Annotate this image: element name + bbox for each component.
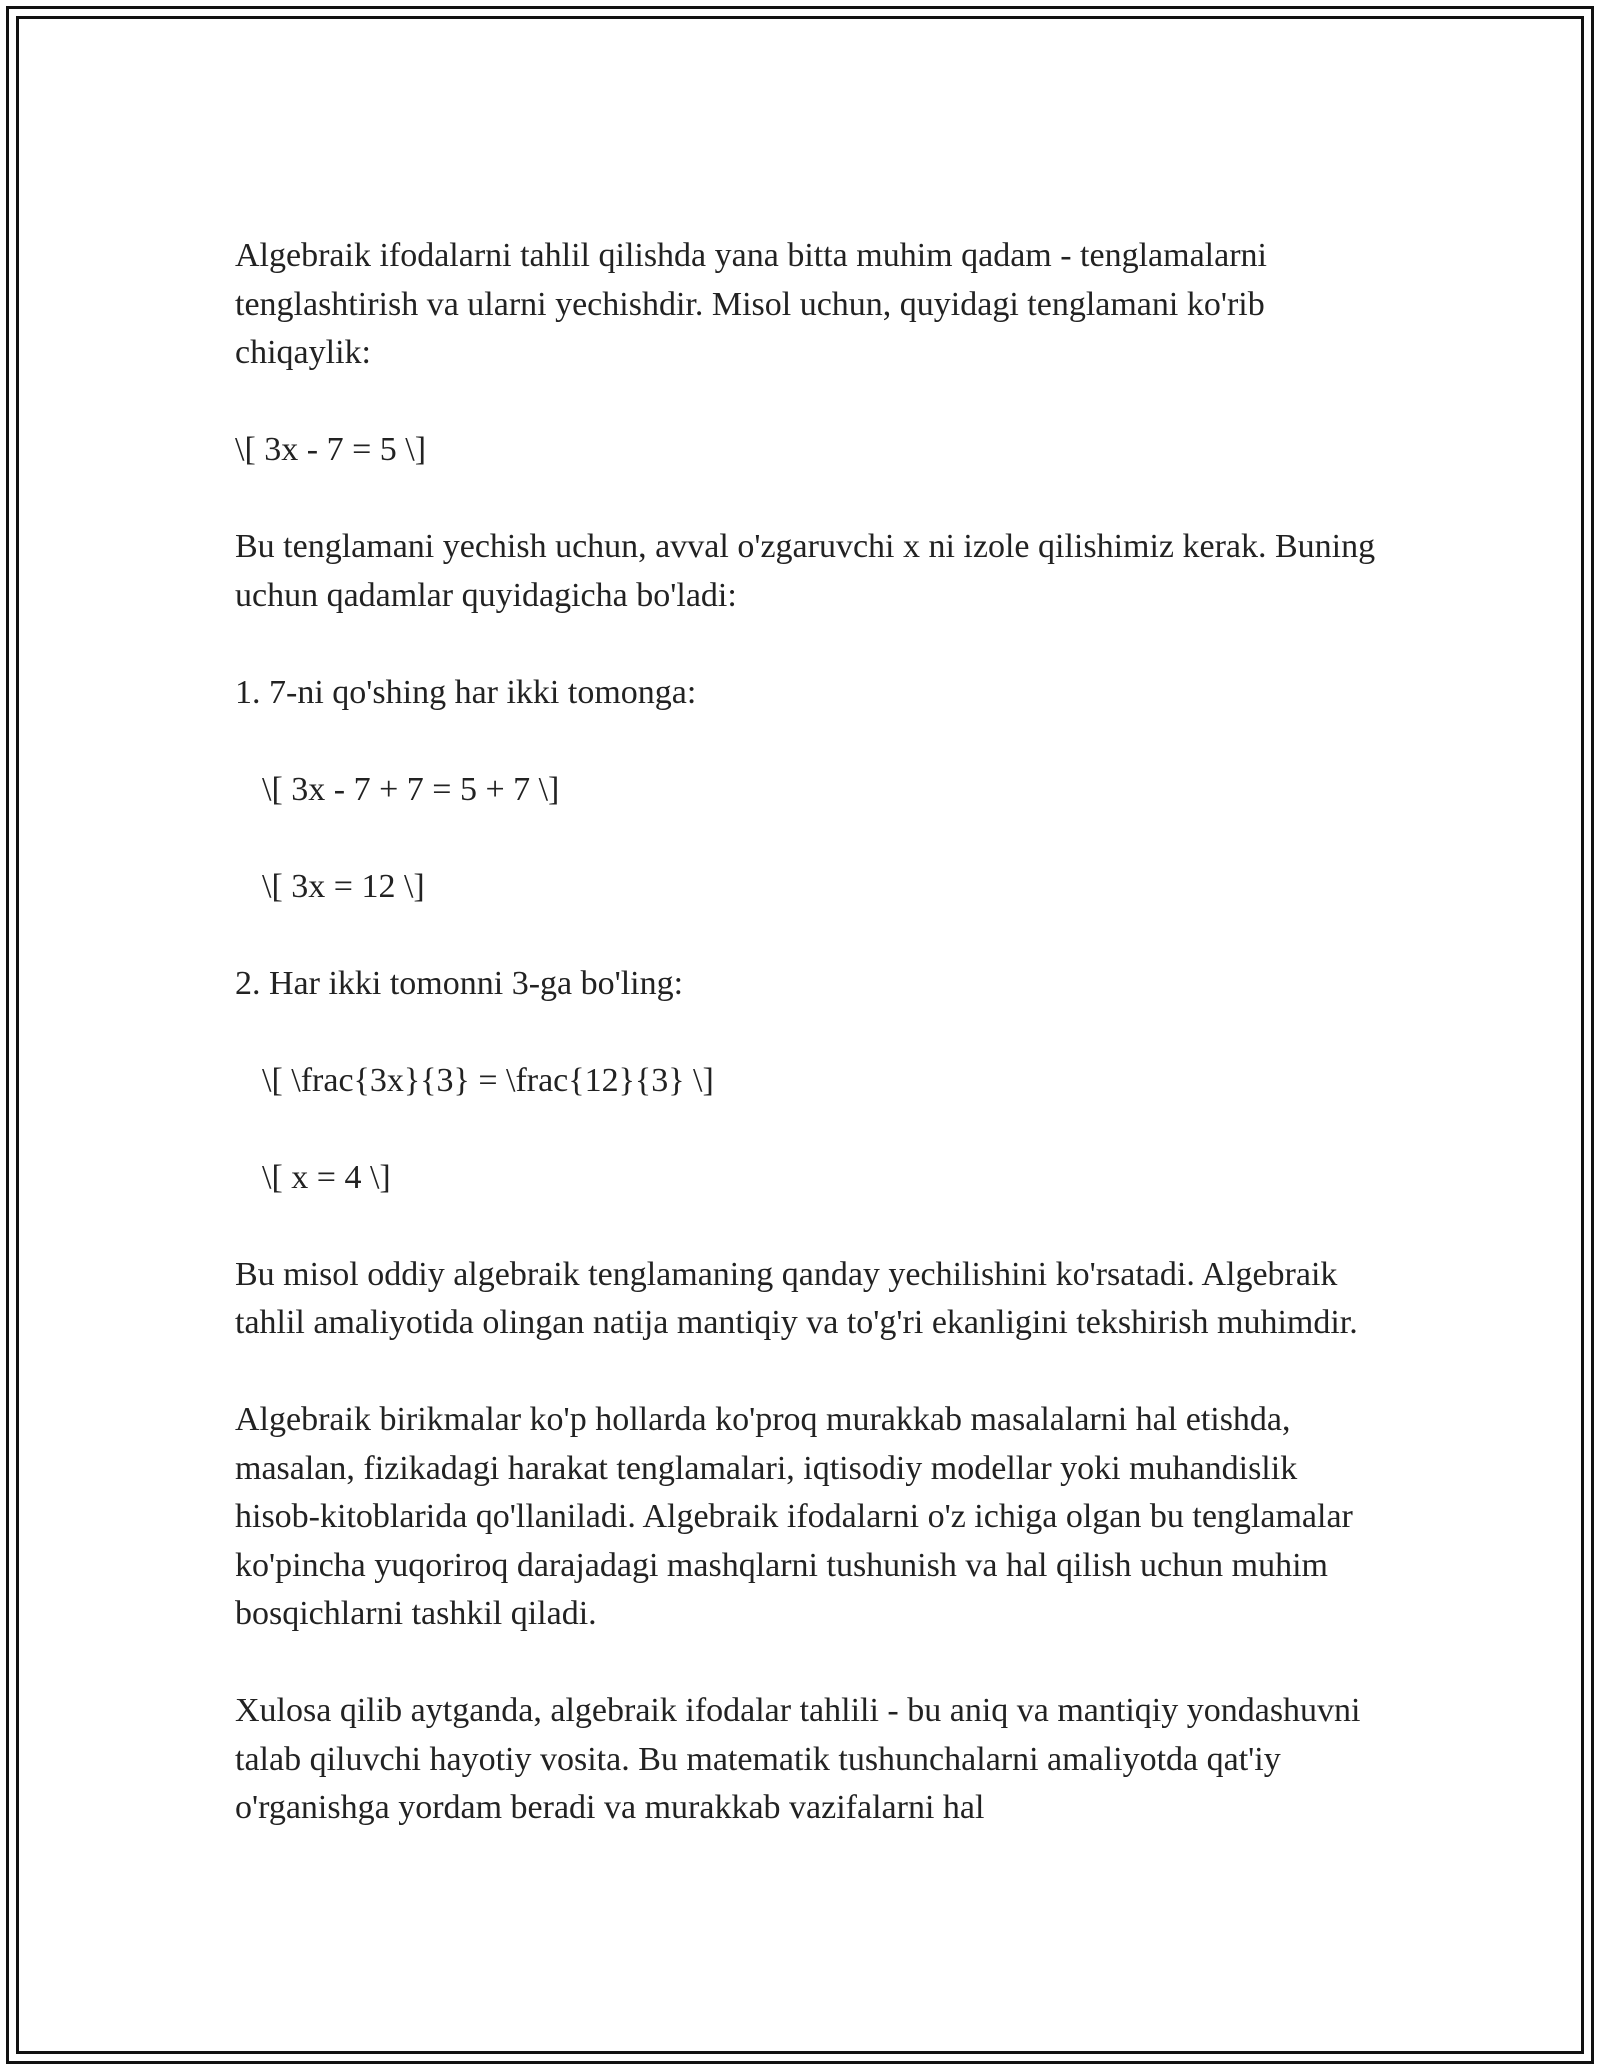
step-2-equation-b: \[ x = 4 \] — [262, 1158, 391, 1196]
paragraph-solve-intro: Bu tenglamani yechish uchun, avval o'zgaruvchi x ni izole qilishimiz kerak. Buning uchun qadamlar quyidagicha bo'ladi: — [235, 528, 1384, 614]
step-1-equation-a: \[ 3x - 7 + 7 = 5 + 7 \] — [262, 770, 560, 808]
paragraph-conclusion: Xulosa qilib aytganda, algebraik ifodalar tahlili - bu aniq va mantiqiy yondashuvni talab qiluvchi hayotiy vosita. Bu matematik tushunchalarni amaliyotda qat'iy o'rganishga yordam beradi va murakkab vazifalarni hal — [235, 1692, 1370, 1826]
paragraph-intro: Algebraik ifodalarni tahlil qilishda yana bitta muhim qadam - tenglamalarni tenglashtirish va ularni yechishdir. Misol uchun, quyidagi tenglamani ko'rib chiqaylik: — [235, 237, 1276, 371]
document-body — [235, 232, 1385, 1881]
paragraph-applications: Algebraik birikmalar ko'p hollarda ko'proq murakkab masalalarni hal etishda, masalan, fizikadagi harakat tenglamalari, iqtisodiy modellar yoki muhandislik hisob-kitoblarida qo'llaniladi. Algebraik ifodalarni o'z ichiga olgan bu tenglamalar ko'pincha yuqoriroq darajadagi mashqlarni tushunish va hal qilish uchun muhim bosqichlarni tashkil qiladi. — [235, 1401, 1362, 1632]
equation-main: \[ 3x - 7 = 5 \] — [235, 431, 427, 468]
step-2-label: 2. Har ikki tomonni 3-ga bo'ling: — [235, 964, 684, 1002]
paragraph-example-summary: Bu misol oddiy algebraik tenglamaning qanday yechilishini ko'rsatadi. Algebraik tahlil amaliyotida olingan natija mantiqiy va to'g'ri ekanligini tekshirish muhimdir. — [235, 1255, 1358, 1341]
step-1-label: 1. 7-ni qo'shing har ikki tomonga: — [235, 673, 697, 711]
step-1-equation-b: \[ 3x = 12 \] — [262, 867, 425, 905]
step-2-equation-a: \[ \frac{3x}{3} = \frac{12}{3} \] — [262, 1061, 714, 1099]
